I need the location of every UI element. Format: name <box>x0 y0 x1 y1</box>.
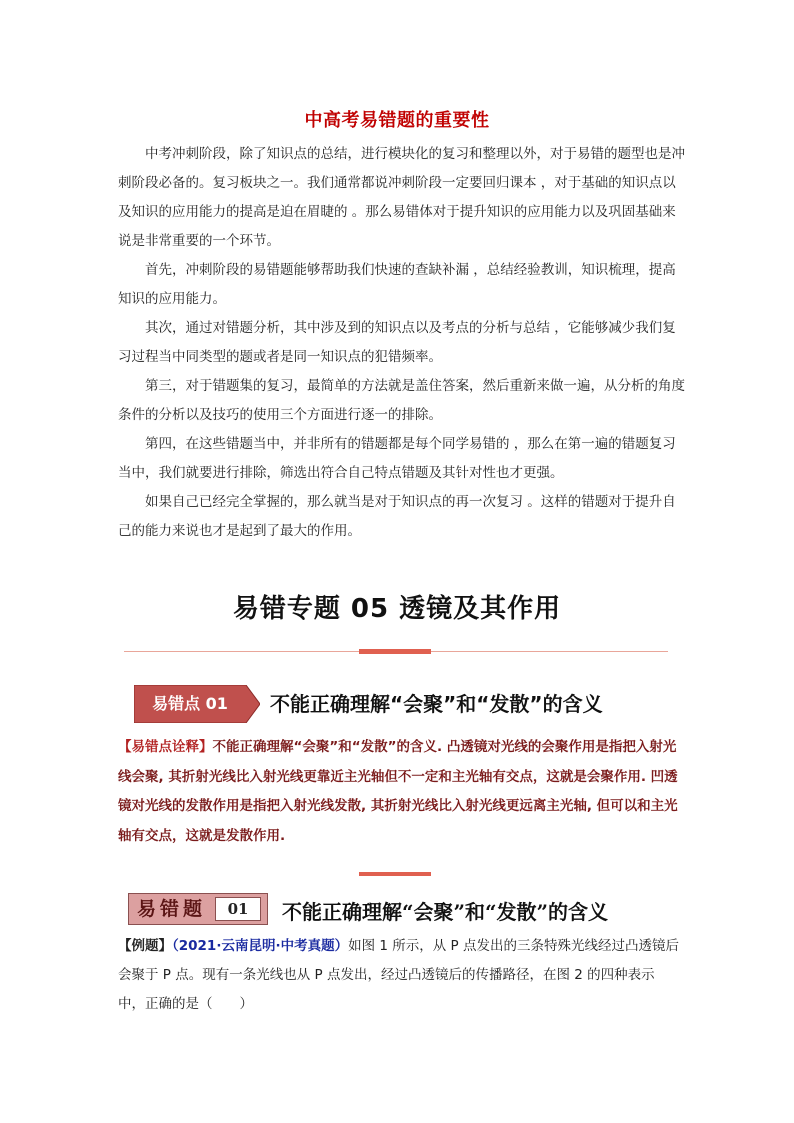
section-divider-accent <box>359 872 431 876</box>
error-question-title: 不能正确理解“会聚”和“发散”的含义 <box>282 900 609 924</box>
example-question <box>118 932 680 1019</box>
error-question-badge <box>128 893 268 925</box>
intro-paragraph: 第三，对于错题集的复习，最简单的方法就是盖住答案，然后重新来做一遍，从分析的角度条件的分析以及技巧的使用三个方面进行逐一的排除。 <box>118 378 685 423</box>
explanation-text: 不能正确理解“会聚”和“发散”的含义. 凸透镜对光线的会聚作用是指把入射光线会聚, 其折射光线比入射光线更靠近主光轴但不一定和主光轴有交点，这就是会聚作用. 凹透镜对光线的发散作用是指把入射光线发散, 其折射光线比入射光线更远离主光轴, 但可以和主光轴有交点，这就是发散作用. <box>118 739 678 844</box>
intro-paragraph: 如果自己已经完全掌握的，那么就当是对于知识点的再一次复习 。这样的错题对于提升自己的能力来说也才是起到了最大的作用。 <box>118 494 676 539</box>
explanation-lead: 【易错点诠释】 <box>118 739 213 755</box>
intro-title: 中高考易错题的重要性 <box>304 110 490 131</box>
error-point-title: 不能正确理解“会聚”和“发散”的含义 <box>270 692 603 716</box>
error-point-explanation <box>118 733 680 851</box>
error-question-badge-number: 01 <box>215 897 261 921</box>
example-text: 如图 1 所示，从 P 点发出的三条特殊光线经过凸透镜后会聚于 P 点。现有一条光线也从 P 点发出，经过凸透镜后的传播路径，在图 2 的四种表示中，正确的是（ ） <box>118 938 679 1012</box>
error-point-badge <box>134 685 260 723</box>
intro-paragraph: 其次，通过对错题分析，其中涉及到的知识点以及考点的分析与总结 ，它能够减少我们复习过程当中同类型的题或者是同一知识点的犯错频率。 <box>118 320 676 365</box>
intro-paragraph: 首先，冲刺阶段的易错题能够帮助我们快速的查缺补漏 ，总结经验教训，知识梳理，提高知识的应用能力。 <box>118 262 676 307</box>
title-divider-accent <box>359 649 431 654</box>
example-tag: 【例题】 <box>118 938 172 954</box>
intro-paragraph: 第四，在这些错题当中，并非所有的错题都是每个同学易错的 ，那么在第一遍的错题复习当中，我们就要进行排除，筛选出符合自己特点错题及其针对性也才更强。 <box>118 436 676 481</box>
intro-paragraph: 中考冲刺阶段，除了知识点的总结，进行模块化的复习和整理以外，对于易错的题型也是冲刺阶段必备的。复习板块之一。我们通常都说冲刺阶段一定要回归课本 ，对于基础的知识点以及知识的应用能力的提高是迫在眉睫的 。那么易错体对于提升知识的应用能力以及巩固基础来说是非常重要的一个环节。 <box>118 146 685 249</box>
example-source: （2021·云南昆明·中考真题） <box>172 938 349 954</box>
error-question-badge-label: 易错题 <box>137 898 207 920</box>
topic-title: 易错专题 05 透镜及其作用 <box>232 594 562 624</box>
intro-section <box>118 140 688 546</box>
error-point-badge-label: 易错点 01 <box>152 694 228 713</box>
